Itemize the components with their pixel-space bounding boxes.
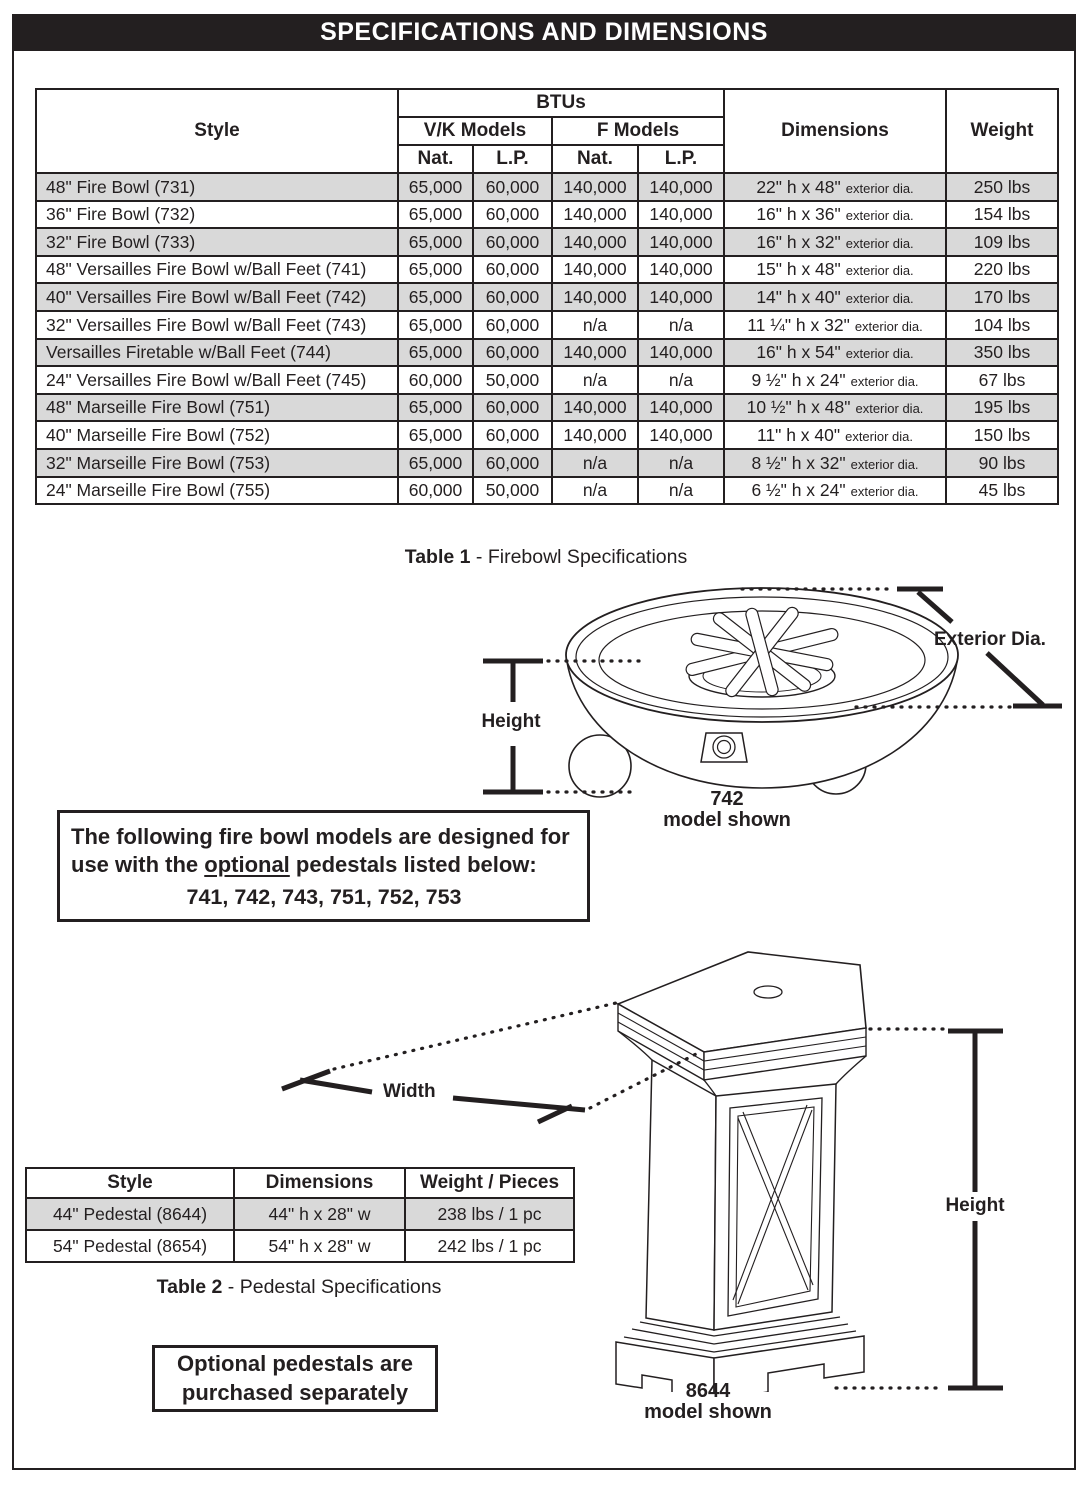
vk-nat-cell: 65,000: [398, 228, 473, 256]
f-lp-cell: n/a: [638, 311, 724, 339]
pedestal-model-number: 8644: [685, 1380, 731, 1402]
dims-cell: [724, 449, 946, 477]
f-nat-cell: 140,000: [552, 394, 638, 422]
f-nat-cell: 140,000: [552, 421, 638, 449]
weight-cell: 350 lbs: [946, 339, 1058, 367]
dims-cell: [724, 201, 946, 229]
dims-suffix: exterior dia.: [850, 484, 919, 500]
dims-suffix: exterior dia.: [845, 428, 914, 444]
note-line-1: The following fire bowl models are designed for: [71, 824, 570, 849]
note2-line-1: Optional pedestals are: [177, 1350, 413, 1376]
weight-cell: 45 lbs: [946, 477, 1058, 505]
weight-cell: 90 lbs: [946, 449, 1058, 477]
col-header-dimensions: Dimensions: [234, 1168, 405, 1198]
col-header-weight: Weight: [946, 89, 1058, 173]
vk-nat-cell: 60,000: [398, 477, 473, 505]
f-nat-cell: 140,000: [552, 256, 638, 284]
vk-nat-cell: 65,000: [398, 421, 473, 449]
note-line2-optional: optional: [204, 852, 290, 878]
style-cell: 36" Fire Bowl (732): [36, 201, 398, 229]
col-header-f-nat: Nat.: [552, 145, 638, 173]
weight-cell: 220 lbs: [946, 256, 1058, 284]
dims-suffix: exterior dia.: [855, 401, 924, 417]
table-row: [36, 449, 1058, 477]
style-cell: 40" Versailles Fire Bowl w/Ball Feet (742): [36, 283, 398, 311]
table-row: [26, 1198, 574, 1230]
vk-lp-cell: 60,000: [473, 173, 552, 201]
vk-lp-cell: 60,000: [473, 394, 552, 422]
f-nat-cell: n/a: [552, 366, 638, 394]
f-lp-cell: 140,000: [638, 173, 724, 201]
dims-suffix: exterior dia.: [845, 180, 914, 196]
table-row: [36, 256, 1058, 284]
col-header-style: Style: [36, 89, 398, 173]
pedestal-compatibility-note: [57, 810, 590, 922]
dims-suffix: exterior dia.: [845, 263, 914, 279]
vk-lp-cell: 60,000: [473, 201, 552, 229]
f-nat-cell: 140,000: [552, 283, 638, 311]
vk-nat-cell: 60,000: [398, 366, 473, 394]
vk-lp-cell: 60,000: [473, 228, 552, 256]
weight-cell: 195 lbs: [946, 394, 1058, 422]
table1-caption: [35, 546, 1057, 569]
dims-cell: [724, 283, 946, 311]
dims-value: 6 ½" h x 24": [751, 480, 846, 501]
table-row: [26, 1230, 574, 1262]
col-header-vk-models: V/K Models: [398, 117, 552, 145]
compatible-model-numbers: 741, 742, 743, 751, 752, 753: [186, 885, 462, 910]
vk-lp-cell: 60,000: [473, 256, 552, 284]
col-header-vk-lp: L.P.: [473, 145, 552, 173]
vk-nat-cell: 65,000: [398, 449, 473, 477]
style-cell: 48" Fire Bowl (731): [36, 173, 398, 201]
table-row: [36, 228, 1058, 256]
f-nat-cell: n/a: [552, 311, 638, 339]
col-header-dimensions: Dimensions: [724, 89, 946, 173]
style-cell: 32" Marseille Fire Bowl (753): [36, 449, 398, 477]
note-line2-post: pedestals listed below:: [289, 852, 537, 878]
vk-nat-cell: 65,000: [398, 173, 473, 201]
dims-value: 22" h x 48": [756, 176, 841, 197]
dims-value: 15" h x 48": [756, 259, 841, 280]
firebowl-height-label: Height: [481, 711, 541, 732]
f-nat-cell: 140,000: [552, 339, 638, 367]
table1-caption-number: Table 1: [404, 546, 471, 568]
f-nat-cell: 140,000: [552, 173, 638, 201]
table-row: [36, 394, 1058, 422]
pedestal-diagram: [270, 940, 1010, 1392]
dims-suffix: exterior dia.: [845, 208, 914, 224]
table-row: [36, 173, 1058, 201]
dims-value: 14" h x 40": [756, 286, 841, 307]
table2-caption-number: Table 2: [156, 1276, 223, 1298]
f-lp-cell: 140,000: [638, 201, 724, 229]
f-lp-cell: 140,000: [638, 421, 724, 449]
style-cell: 24" Versailles Fire Bowl w/Ball Feet (745): [36, 366, 398, 394]
weight-cell: 250 lbs: [946, 173, 1058, 201]
dims-cell: 54" h x 28" w: [234, 1230, 405, 1262]
pedestal-spec-table: [25, 1167, 575, 1263]
weight-cell: 104 lbs: [946, 311, 1058, 339]
optional-pedestals-note: [152, 1345, 438, 1412]
firebowl-valve-badge: [701, 733, 747, 762]
vk-nat-cell: 65,000: [398, 256, 473, 284]
style-cell: 32" Versailles Fire Bowl w/Ball Feet (743): [36, 311, 398, 339]
note2-line-2: purchased separately: [181, 1379, 409, 1405]
dims-value: 8 ½" h x 32": [751, 452, 846, 473]
dims-value: 11 ¼" h x 32": [747, 314, 850, 335]
vk-nat-cell: 65,000: [398, 311, 473, 339]
weight-cell: 154 lbs: [946, 201, 1058, 229]
col-header-vk-nat: Nat.: [398, 145, 473, 173]
style-cell: 32" Fire Bowl (733): [36, 228, 398, 256]
dims-value: 16" h x 32": [756, 231, 841, 252]
pedestal-body: [646, 1060, 836, 1330]
vk-lp-cell: 50,000: [473, 366, 552, 394]
dims-value: 10 ½" h x 48": [746, 397, 851, 418]
f-lp-cell: 140,000: [638, 228, 724, 256]
weight-cell: 67 lbs: [946, 366, 1058, 394]
dims-value: 11" h x 40": [756, 424, 841, 445]
table-row: [36, 201, 1058, 229]
vk-lp-cell: 60,000: [473, 421, 552, 449]
f-nat-cell: n/a: [552, 449, 638, 477]
vk-nat-cell: 65,000: [398, 201, 473, 229]
vk-nat-cell: 65,000: [398, 339, 473, 367]
weight-cell: 150 lbs: [946, 421, 1058, 449]
dims-cell: [724, 256, 946, 284]
firebowl-model-caption: [627, 789, 827, 831]
dims-cell: [724, 339, 946, 367]
dims-value: 16" h x 36": [756, 204, 841, 225]
f-nat-cell: 140,000: [552, 228, 638, 256]
pedestal-model-caption: [608, 1381, 808, 1423]
table2-caption-text: - Pedestal Specifications: [222, 1276, 442, 1298]
f-lp-cell: 140,000: [638, 339, 724, 367]
col-header-f-lp: L.P.: [638, 145, 724, 173]
weight-cell: 242 lbs / 1 pc: [405, 1230, 574, 1262]
table2-caption: [25, 1276, 573, 1299]
dims-suffix: exterior dia.: [850, 373, 919, 389]
style-cell: 48" Versailles Fire Bowl w/Ball Feet (741): [36, 256, 398, 284]
table-row: [36, 477, 1058, 505]
table-row: [36, 366, 1058, 394]
col-header-f-models: F Models: [552, 117, 724, 145]
table-row: [36, 421, 1058, 449]
f-lp-cell: n/a: [638, 366, 724, 394]
style-cell: 24" Marseille Fire Bowl (755): [36, 477, 398, 505]
note-line2-pre: use with the: [71, 852, 205, 878]
dims-suffix: exterior dia.: [854, 318, 923, 334]
vk-nat-cell: 65,000: [398, 283, 473, 311]
style-cell: 48" Marseille Fire Bowl (751): [36, 394, 398, 422]
note-line-2: [71, 851, 577, 879]
firebowl-model-shown: model shown: [663, 809, 791, 831]
firebowl-spec-table: [35, 88, 1059, 505]
col-header-weight-pieces: Weight / Pieces: [405, 1168, 574, 1198]
vk-lp-cell: 60,000: [473, 311, 552, 339]
f-lp-cell: n/a: [638, 449, 724, 477]
table-row: [36, 283, 1058, 311]
dims-suffix: exterior dia.: [845, 346, 914, 362]
dims-cell: [724, 173, 946, 201]
style-cell: 40" Marseille Fire Bowl (752): [36, 421, 398, 449]
table-row: [36, 311, 1058, 339]
dims-cell: [724, 311, 946, 339]
vk-lp-cell: 60,000: [473, 339, 552, 367]
firebowl-exterior-dia-label: Exterior Dia.: [934, 629, 1046, 650]
style-cell: Versailles Firetable w/Ball Feet (744): [36, 339, 398, 367]
f-lp-cell: 140,000: [638, 256, 724, 284]
weight-cell: 109 lbs: [946, 228, 1058, 256]
table1-caption-text: - Firebowl Specifications: [470, 546, 688, 568]
f-nat-cell: 140,000: [552, 201, 638, 229]
dims-cell: 44" h x 28" w: [234, 1198, 405, 1230]
dims-suffix: exterior dia.: [845, 235, 914, 251]
dims-suffix: exterior dia.: [850, 456, 919, 472]
page-title-bar: [12, 14, 1076, 51]
dims-value: 9 ½" h x 24": [751, 369, 846, 390]
dims-cell: [724, 421, 946, 449]
col-header-btus: BTUs: [398, 89, 724, 117]
pedestal-width-label: Width: [383, 1081, 436, 1102]
dims-cell: [724, 477, 946, 505]
col-header-style: Style: [26, 1168, 234, 1198]
vk-lp-cell: 60,000: [473, 449, 552, 477]
weight-cell: 238 lbs / 1 pc: [405, 1198, 574, 1230]
f-lp-cell: 140,000: [638, 394, 724, 422]
f-nat-cell: n/a: [552, 477, 638, 505]
vk-nat-cell: 65,000: [398, 394, 473, 422]
dims-value: 16" h x 54": [756, 342, 841, 363]
dims-cell: [724, 228, 946, 256]
table-row: [36, 339, 1058, 367]
style-cell: 44" Pedestal (8644): [26, 1198, 234, 1230]
vk-lp-cell: 50,000: [473, 477, 552, 505]
pedestal-height-label: Height: [938, 1195, 1012, 1217]
style-cell: 54" Pedestal (8654): [26, 1230, 234, 1262]
page-title: SPECIFICATIONS AND DIMENSIONS: [320, 18, 768, 46]
pedestal-model-shown: model shown: [644, 1401, 772, 1423]
f-lp-cell: n/a: [638, 477, 724, 505]
vk-lp-cell: 60,000: [473, 283, 552, 311]
dims-suffix: exterior dia.: [845, 290, 914, 306]
dims-cell: [724, 394, 946, 422]
firebowl-model-number: 742: [710, 788, 744, 810]
f-lp-cell: 140,000: [638, 283, 724, 311]
dims-cell: [724, 366, 946, 394]
weight-cell: 170 lbs: [946, 283, 1058, 311]
